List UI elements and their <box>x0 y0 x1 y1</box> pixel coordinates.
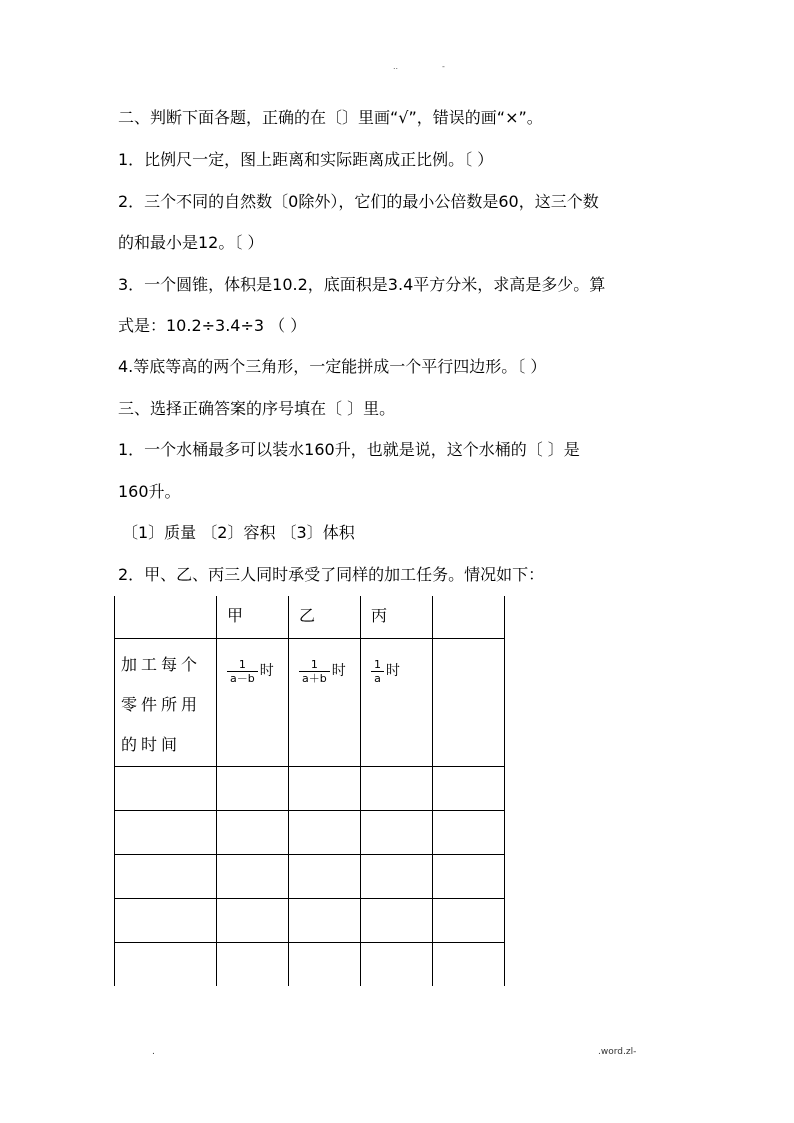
header-cell-bing: 丙 <box>361 596 433 638</box>
question-2-2-line1: 2．三个不同的自然数〔0除外），它们的最小公倍数是60，这三个数 <box>118 192 599 211</box>
table-cell <box>433 854 505 898</box>
table-row <box>115 810 505 854</box>
table-row <box>115 854 505 898</box>
table-cell <box>361 766 433 810</box>
table-cell <box>361 942 433 986</box>
fraction-numerator: 1 <box>238 657 246 671</box>
table-cell <box>361 810 433 854</box>
table-cell <box>289 854 361 898</box>
table-cell <box>217 854 289 898</box>
question-3-1-options: 〔1〕质量 〔2〕容积 〔3〕体积 <box>122 523 355 542</box>
table-header-row <box>115 596 505 638</box>
question-2-4: 4.等底等高的两个三角形，一定能拼成一个平行四边形。〔 ） <box>118 357 547 376</box>
table-row <box>115 766 505 810</box>
section-two-title: 二、判断下面各题，正确的在〔〕里画“√”，错误的画“×”。 <box>118 108 543 127</box>
fraction-denominator: a＋b <box>299 671 330 685</box>
work-rate-table <box>114 596 505 986</box>
footer-mark-right: .word.zl- <box>598 1047 637 1057</box>
question-2-3-line2: 式是：10.2÷3.4÷3 （ ） <box>118 316 307 335</box>
question-3-1-line1: 1．一个水桶最多可以装水160升，也就是说，这个水桶的〔 〕是 <box>118 440 580 459</box>
unit-hour: 时 <box>259 663 274 679</box>
cell-jia-time <box>217 638 289 766</box>
fraction-numerator: 1 <box>310 657 318 671</box>
fraction-numerator: 1 <box>374 657 381 671</box>
question-2-1: 1．比例尺一定，图上距离和实际距离成正比例。〔 ） <box>118 150 494 169</box>
table-cell <box>217 898 289 942</box>
table-cell <box>217 810 289 854</box>
table-cell <box>115 942 217 986</box>
unit-hour: 时 <box>386 663 400 679</box>
cell-bing-time <box>361 638 433 766</box>
table-cell <box>115 810 217 854</box>
footer-mark-left: . <box>152 1047 155 1057</box>
table-cell <box>361 854 433 898</box>
header-cell-jia: 甲 <box>217 596 289 638</box>
fraction-yi <box>299 658 330 685</box>
question-2-3-line1: 3．一个圆锥，体积是10.2，底面积是3.4平方分米，求高是多少。算 <box>118 275 606 294</box>
row-label-line: 加工每个 <box>121 654 202 674</box>
fraction-denominator: a <box>371 671 384 685</box>
table-cell <box>217 942 289 986</box>
table-cell <box>289 766 361 810</box>
table-cell <box>433 810 505 854</box>
table-cell <box>115 898 217 942</box>
table-row <box>115 898 505 942</box>
fraction-denominator: a－b <box>227 671 258 685</box>
fraction-bing <box>371 658 384 685</box>
table-cell <box>433 898 505 942</box>
table-cell <box>433 766 505 810</box>
table-cell <box>217 766 289 810</box>
table-cell <box>361 898 433 942</box>
header-cell-blank <box>115 596 217 638</box>
table-row <box>115 942 505 986</box>
question-2-2-line2: 的和最小是12。〔 ） <box>118 233 264 252</box>
table-cell <box>115 766 217 810</box>
question-3-2: 2．甲、乙、丙三人同时承受了同样的加工任务。情况如下： <box>118 565 545 584</box>
row-label-line: 零件所用 <box>121 694 202 714</box>
row-label-line: 的时间 <box>121 734 182 754</box>
cell-yi-time <box>289 638 361 766</box>
header-mark-left: .. <box>393 62 399 71</box>
table-cell <box>115 854 217 898</box>
table-cell <box>289 810 361 854</box>
table-cell <box>433 942 505 986</box>
cell-extra-time <box>433 638 505 766</box>
section-three-title: 三、选择正确答案的序号填在〔 〕里。 <box>118 399 396 418</box>
header-mark-right: - <box>442 62 445 71</box>
header-cell-extra <box>433 596 505 638</box>
table-row-time <box>115 638 505 766</box>
table-cell <box>289 942 361 986</box>
row-label-time-per-part <box>115 638 217 766</box>
table-cell <box>289 898 361 942</box>
fraction-jia <box>227 658 258 685</box>
unit-hour: 时 <box>331 663 346 679</box>
header-cell-yi: 乙 <box>289 596 361 638</box>
question-3-1-line2: 160升。 <box>118 482 181 501</box>
